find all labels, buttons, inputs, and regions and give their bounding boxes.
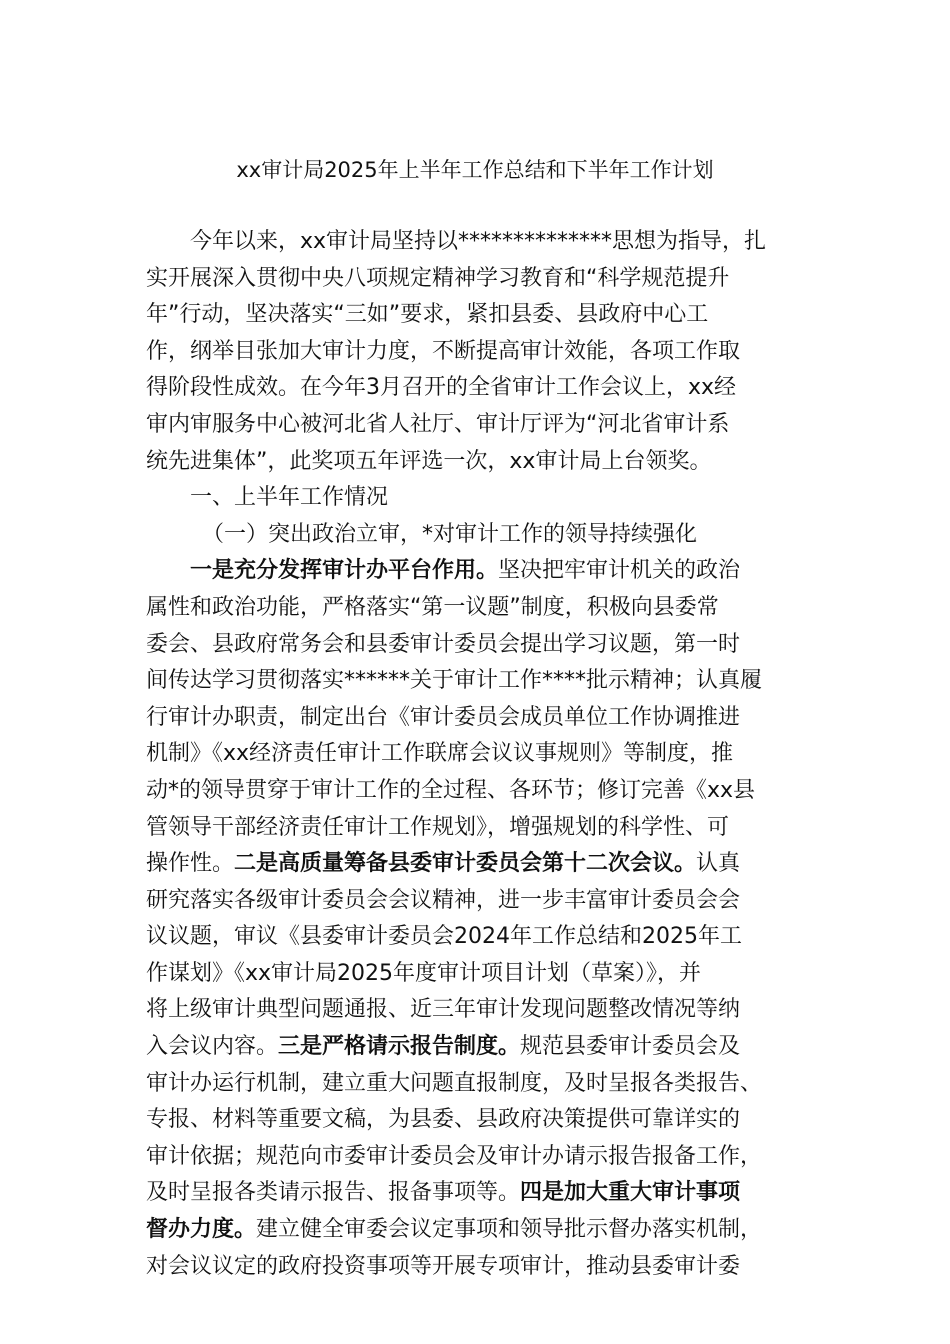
text-line bbox=[146, 1029, 810, 1066]
text-run: 动*的领导贯穿于审计工作的全过程、各环节；修订完善《xx县 bbox=[146, 777, 756, 803]
text-run: 议议题，审议《县委审计委员会2024年工作总结和2025年工 bbox=[146, 924, 742, 950]
text-run: 认真 bbox=[696, 851, 741, 877]
text-run: 研究落实各级审计委员会会议精神，进一步丰富审计委员会会 bbox=[146, 887, 741, 913]
text-line bbox=[146, 480, 810, 517]
text-run: 今年以来，xx审计局坚持以**************思想为指导，扎 bbox=[190, 229, 767, 254]
text-line bbox=[146, 773, 810, 810]
text-run: 专报、材料等重要文稿，为县委、县政府决策提供可靠详实的 bbox=[146, 1107, 741, 1133]
bold-run: 四是加大重大审计事项 bbox=[520, 1180, 741, 1206]
text-run: 委会、县政府常务会和县委审计委员会提出学习议题，第一时 bbox=[146, 631, 741, 657]
text-line bbox=[146, 590, 810, 627]
text-line bbox=[146, 700, 810, 737]
text-line bbox=[146, 883, 810, 920]
text-run: 作，纲举目张加大审计力度，不断提高审计效能，各项工作取 bbox=[146, 338, 741, 364]
text-line bbox=[146, 444, 810, 481]
bold-run: 三是严格请示报告制度。 bbox=[278, 1034, 521, 1060]
document-title: xx审计局2025年上半年工作总结和下半年工作计划 bbox=[236, 158, 714, 182]
text-run: 规范县委审计委员会及 bbox=[520, 1034, 741, 1060]
text-run: 及时呈报各类请示报告、报备事项等。 bbox=[146, 1180, 521, 1206]
text-line bbox=[146, 663, 810, 700]
text-line bbox=[146, 846, 810, 883]
text-line bbox=[146, 297, 810, 334]
text-run: 审计办运行机制，建立重大问题直报制度，及时呈报各类报告、 bbox=[146, 1070, 763, 1096]
text-line bbox=[146, 736, 810, 773]
text-line bbox=[146, 1175, 810, 1212]
document-body bbox=[146, 224, 810, 1285]
bold-run: 一是充分发挥审计办平台作用。 bbox=[190, 558, 499, 584]
text-run: 行审计办职责，制定出台《审计委员会成员单位工作协调推进 bbox=[146, 704, 741, 730]
text-run: 属性和政治功能，严格落实“第一议题”制度，积极向县委常 bbox=[146, 594, 719, 620]
text-line bbox=[146, 810, 810, 847]
text-run: （一）突出政治立审，*对审计工作的领导持续强化 bbox=[202, 521, 698, 547]
text-line bbox=[146, 919, 810, 956]
text-line bbox=[146, 553, 810, 590]
text-run: 操作性。 bbox=[146, 851, 235, 877]
text-line bbox=[146, 370, 810, 407]
text-run: 得阶段性成效。在今年3月召开的全省审计工作会议上，xx经 bbox=[146, 375, 737, 401]
text-run: 审计依据；规范向市委审计委员会及审计办请示报告报备工作， bbox=[146, 1143, 763, 1169]
text-line bbox=[146, 992, 810, 1029]
text-run: 间传达学习贯彻落实******关于审计工作****批示精神；认真履 bbox=[146, 668, 763, 694]
text-run: 实开展深入贯彻中央八项规定精神学习教育和“科学规范提升 bbox=[146, 265, 730, 291]
text-line bbox=[146, 1212, 810, 1249]
text-run: 将上级审计典型问题通报、近三年审计发现问题整改情况等纳 bbox=[146, 997, 741, 1023]
text-line bbox=[146, 1066, 810, 1103]
text-line bbox=[146, 627, 810, 664]
text-run: 一、上半年工作情况 bbox=[190, 485, 389, 511]
text-run: 统先进集体”，此奖项五年评选一次，xx审计局上台领奖。 bbox=[146, 448, 712, 474]
text-run: 年”行动，坚决落实“三如”要求，紧扣县委、县政府中心工 bbox=[146, 302, 709, 328]
text-run: 对会议议定的政府投资事项等开展专项审计，推动县委审计委 bbox=[146, 1253, 741, 1279]
text-line bbox=[146, 334, 810, 371]
text-run: 审内审服务中心被河北省人社厅、审计厅评为“河北省审计系 bbox=[146, 411, 730, 437]
text-line bbox=[146, 1139, 810, 1176]
bold-run: 督办力度。 bbox=[146, 1217, 257, 1243]
text-run: 建立健全审委会议定事项和领导批示督办落实机制， bbox=[256, 1217, 763, 1243]
text-line bbox=[146, 1249, 810, 1286]
text-run: 作谋划》《xx审计局2025年度审计项目计划（草案）》，并 bbox=[146, 960, 702, 986]
text-line bbox=[146, 956, 810, 993]
text-run: 入会议内容。 bbox=[146, 1034, 279, 1060]
text-line bbox=[146, 261, 810, 298]
text-line bbox=[146, 407, 810, 444]
text-line bbox=[146, 224, 810, 261]
bold-run: 二是高质量筹备县委审计委员会第十二次会议。 bbox=[234, 851, 697, 877]
text-run: 坚决把牢审计机关的政治 bbox=[498, 558, 741, 584]
text-line bbox=[146, 1102, 810, 1139]
text-run: 机制》《xx经济责任审计工作联席会议议事规则》等制度，推 bbox=[146, 741, 734, 767]
text-line bbox=[146, 517, 810, 554]
text-run: 管领导干部经济责任审计工作规划》，增强规划的科学性、可 bbox=[146, 814, 730, 840]
